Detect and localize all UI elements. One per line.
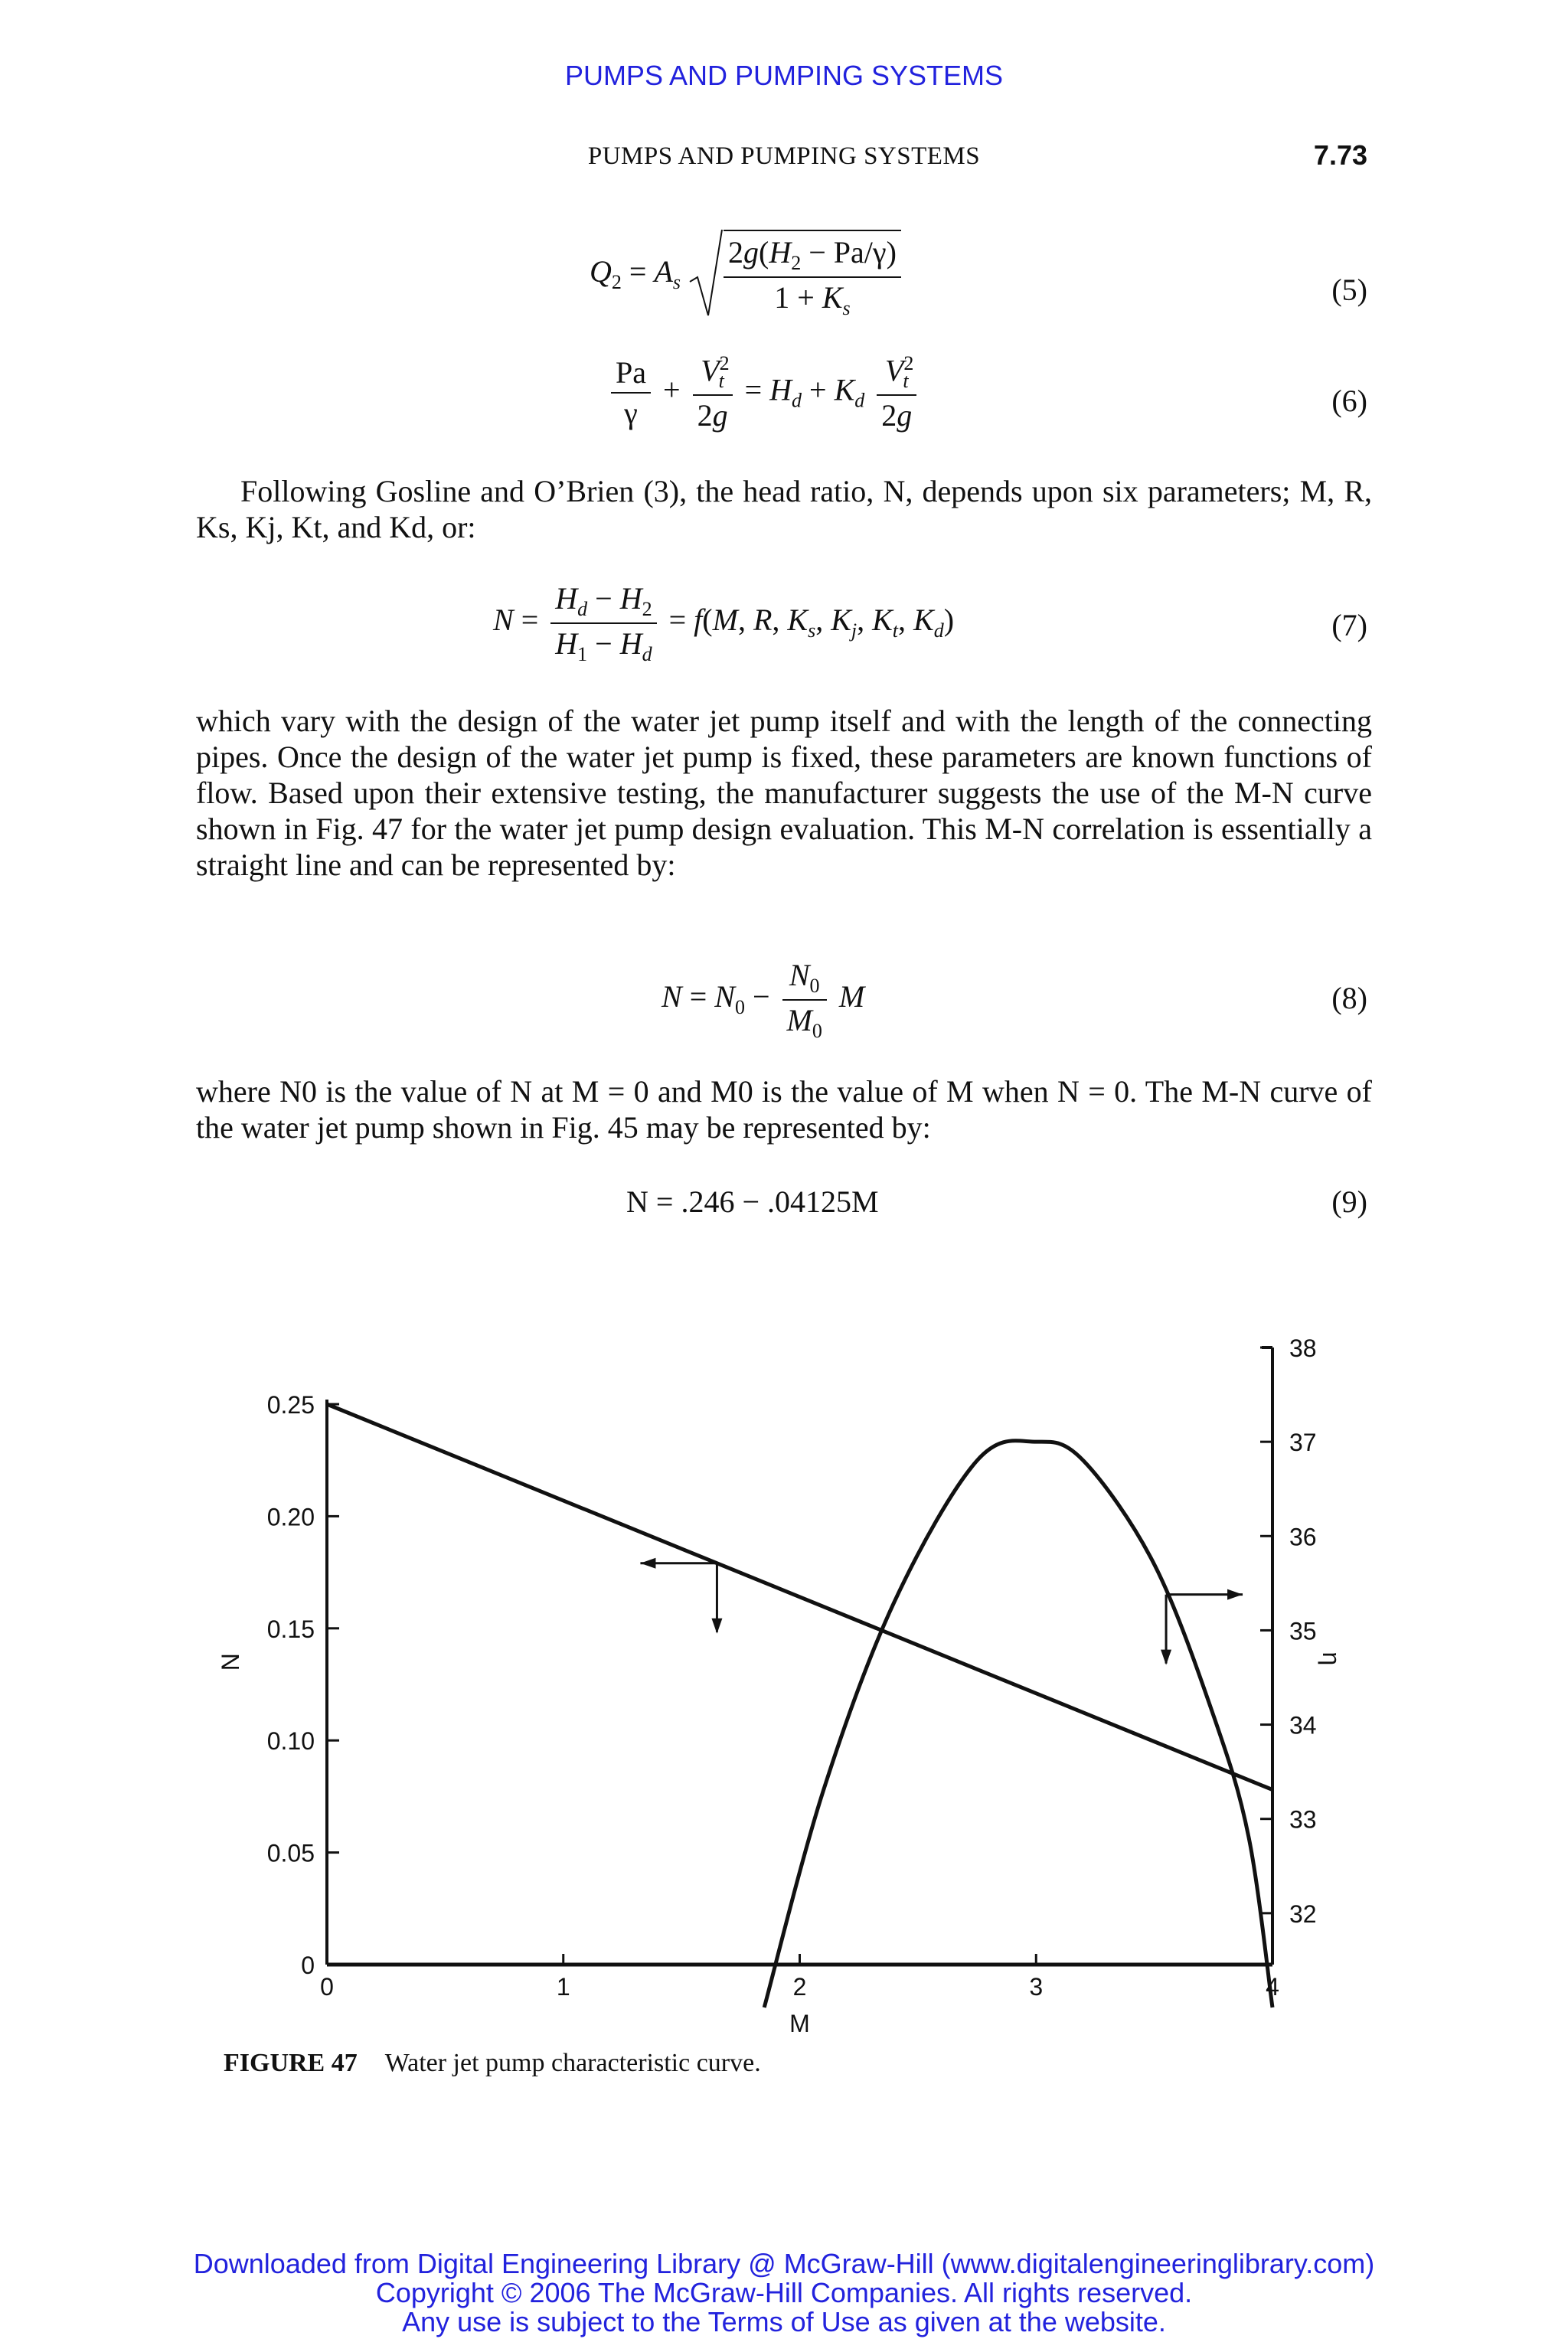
figure-label: FIGURE 47 (224, 2049, 358, 2077)
y-tick-label: 0.15 (266, 1615, 315, 1643)
top-banner[interactable]: PUMPS AND PUMPING SYSTEMS (564, 60, 1004, 91)
paragraph-3: where N0 is the value of N at M = 0 and M0 is the value of M when N = 0. The M-N curve of the water jet pump shown in Fig. 45 may be represented by: (196, 1074, 1372, 1145)
footer-download-line[interactable]: Downloaded from Digital Engineering Library @ McGraw-Hill (www.digitalengineeringlibrary.com) (193, 2248, 1375, 2279)
equation-7: N = $\frac{H_d - H_2}{H_1 - H_d}$ = f(M, R, $K_s$, $K_j$, $K_t$, $K_d$) (493, 581, 955, 665)
arrowhead (640, 1558, 655, 1569)
figure-caption (224, 2049, 761, 2078)
y-tick-label: 0.20 (266, 1503, 315, 1531)
x-tick-label: 4 (1266, 1973, 1279, 2001)
arrowhead (1161, 1650, 1171, 1665)
arrowhead (1227, 1589, 1243, 1600)
footer-copyright-line[interactable]: Copyright © 2006 The McGraw-Hill Companies. All rights reserved. (375, 2277, 1193, 2308)
chart-layer (217, 1334, 1345, 2037)
paragraph-1: Following Gosline and O’Brien (3), the head ratio, N, depends upon six parameters; M, R, Ks, Kj, Kt, and Kd, or: (196, 474, 1372, 544)
y-axis-title: N (217, 1653, 244, 1671)
equation-8: $N = N_0$ − $\frac{N_0}{M_0}$ M (662, 958, 865, 1042)
eq6-number: (6) (1331, 384, 1367, 418)
y2-tick-label: 37 (1289, 1429, 1317, 1457)
x-tick-label: 0 (320, 1973, 334, 2001)
eq5-number: (5) (1331, 273, 1367, 307)
y2-tick-label: 38 (1289, 1334, 1317, 1362)
figure-caption-text: Water jet pump characteristic curve. (384, 2049, 761, 2077)
equation-6: $\frac{Pa}{\gamma}$ + $\frac{V^2_t}{2g}$ = $H_d + K_d$ $\frac{V^2_t}{2g}$ (606, 352, 921, 433)
arrowhead (711, 1619, 722, 1634)
x-tick-label: 1 (556, 1973, 570, 2001)
y2-tick-label: 33 (1289, 1805, 1317, 1834)
eq7-number: (7) (1331, 608, 1367, 642)
y2-tick-label: 32 (1289, 1900, 1317, 1928)
running-head: PUMPS AND PUMPING SYSTEMS (587, 142, 981, 170)
y-tick-label: 0.05 (266, 1839, 315, 1867)
y2-axis-title: η (1318, 1651, 1345, 1666)
y-tick-label: 0 (301, 1952, 315, 1979)
paragraph-2: which vary with the design of the water jet pump itself and with the length of the connecting pipes. Once the design of the water jet pump is fixed, these parameters are known functions of flow. Based upon their extensive testing, the manufacturer suggests the use of the M-N curve shown in Fig. 47 for the water jet pump design evaluation. This M-N correlation is essentially a straight line and can be represented by: (196, 704, 1372, 882)
page-number: 7.73 (1313, 139, 1367, 171)
footer-terms-line[interactable]: Any use is subject to the Terms of Use as given at the website. (402, 2306, 1166, 2337)
y-tick-label: 0.25 (266, 1391, 315, 1419)
series-line-eta (764, 1441, 1272, 2007)
x-tick-label: 3 (1029, 1973, 1044, 2001)
y2-tick-label: 35 (1289, 1617, 1317, 1645)
eq9-number: (9) (1331, 1184, 1367, 1219)
x-axis-title: M (789, 2010, 810, 2037)
equation-9: N = .246 − .04125M (626, 1184, 879, 1219)
equation-5: $Q_2 = A_s$ $\frac{2g(H_2 - Pa/\gamma)}{1 + K_s}$ (590, 230, 901, 320)
y2-tick-label: 34 (1289, 1711, 1317, 1740)
series-line-n (327, 1404, 1272, 1790)
x-tick-label: 2 (792, 1973, 807, 2001)
y2-tick-label: 36 (1289, 1523, 1317, 1551)
y-tick-label: 0.10 (266, 1727, 315, 1756)
mn-characteristic-chart (0, 1302, 1568, 2037)
square-root: $\frac{2g(H_2 - Pa/\gamma)}{1 + K_s}$ (688, 230, 901, 320)
eq8-number: (8) (1331, 981, 1367, 1015)
